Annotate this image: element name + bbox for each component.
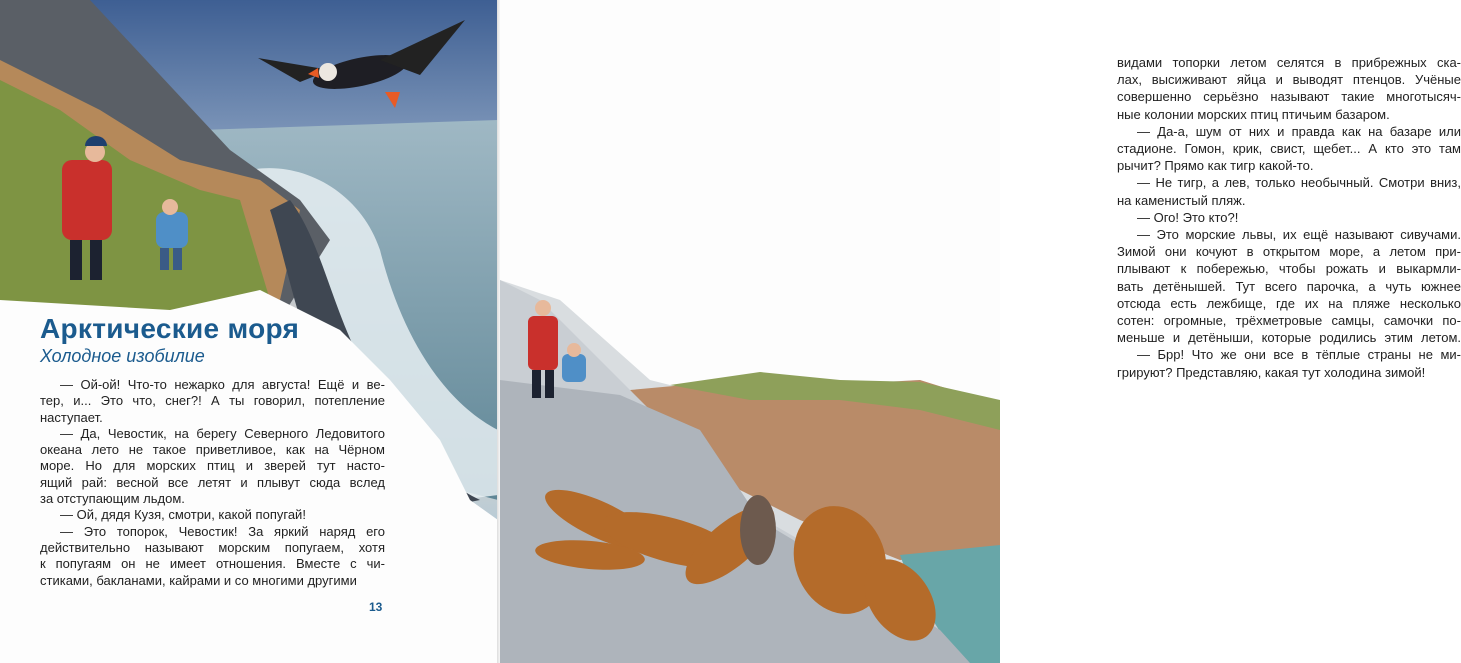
- text-line: море. Но для морских птиц и зверей тут насто-: [40, 458, 385, 474]
- text-line: видами топорки летом селятся в прибрежных ска-: [1117, 55, 1461, 70]
- text-line: — Это топорок, Чевостик! За яркий наряд его: [60, 523, 385, 539]
- text-line: отсюда есть лежбище, где их на пляже несколько: [1117, 295, 1461, 311]
- text-line: плывают к побережью, чтобы рожать и выкармли-: [1117, 261, 1461, 277]
- chapter-title: Арктические моря: [40, 313, 300, 344]
- text-line: грируют? Представляю, какая тут холодина зимой!: [1117, 364, 1426, 380]
- right-page: [500, 0, 1461, 663]
- chapter-subtitle: Холодное изобилие: [40, 346, 205, 366]
- text-line: на каменистый пляж.: [1117, 192, 1246, 208]
- right-body-text: [1117, 54, 1461, 381]
- text-line: за отступающим льдом.: [40, 491, 185, 507]
- text-line: наступает.: [40, 409, 103, 425]
- text-line: — Ой, дядя Кузя, смотри, какой попугай!: [60, 507, 306, 523]
- text-line: — Да-а, шум от них и правда как на базаре или: [1137, 123, 1461, 139]
- sea-lions-illustration: [500, 0, 1000, 663]
- text-line: рычит? Прямо как тигр какой-то.: [1117, 158, 1314, 174]
- text-line: Зимой они кочуют в открытом море, а летом при-: [1117, 244, 1461, 260]
- text-line: к попугаям он не имеет отношения. Вместе с чи-: [40, 556, 385, 572]
- text-line: океана лето не такое приветливое, как на Чёрном: [40, 442, 385, 458]
- text-line: действительно называют морским попугаем, хотя: [40, 539, 385, 555]
- left-body-text: [40, 377, 385, 589]
- text-line: ящий рай: весной все летят и плывут сюда вслед: [40, 474, 385, 490]
- text-line: — Не тигр, а лев, только необычный. Смотри вниз,: [1137, 175, 1461, 191]
- text-line: ные колонии морских птиц птичьим базаром.: [1117, 106, 1390, 122]
- text-line: лах, высиживают яйца и выводят птенцов. Учёные: [1117, 72, 1461, 88]
- text-line: тер, и... Это что, снег?! А ты говорил, потепление: [40, 393, 385, 409]
- left-page: [0, 0, 498, 663]
- text-line: совершенно серьёзно называют такие многотысяч-: [1117, 89, 1461, 105]
- text-line: меньше и детёныши, которые родились этим летом.: [1117, 330, 1461, 346]
- text-line: стадионе. Гомон, крик, свист, щебет... А кто это там: [1117, 141, 1461, 157]
- text-line: — Ой-ой! Что-то нежарко для августа! Ещё и ве-: [60, 377, 385, 392]
- text-line: вать детёнышей. Тут всего парочка, а чуть южнее: [1117, 278, 1461, 294]
- text-line: — Ого! Это кто?!: [1137, 209, 1239, 225]
- text-line: — Да, Чевостик, на берегу Северного Ледовитого: [60, 425, 385, 441]
- text-line: сотен: огромные, трёхметровые самцы, самочки по-: [1117, 313, 1461, 329]
- text-line: — Это морские львы, их ещё называют сивучами.: [1137, 227, 1461, 243]
- page-number: 13: [369, 600, 383, 614]
- text-line: стиками, бакланами, кайрами и со многими другими: [40, 572, 357, 588]
- text-line: — Брр! Что же они все в тёплые страны не ми-: [1137, 347, 1461, 363]
